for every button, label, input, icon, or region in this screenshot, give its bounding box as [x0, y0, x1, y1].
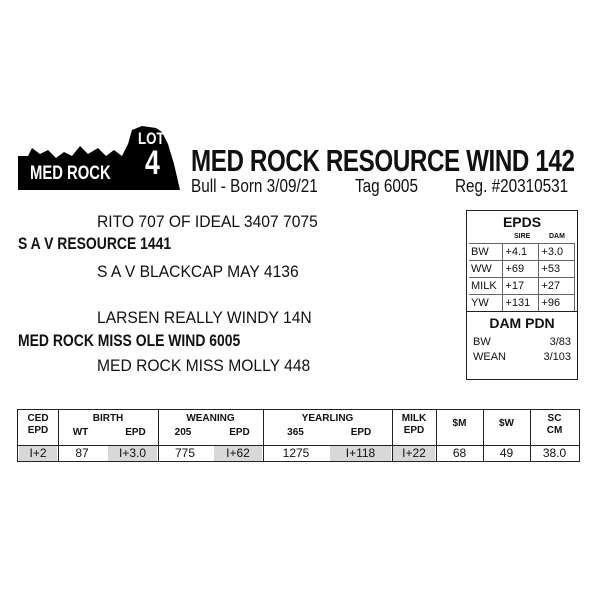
epd-box [466, 210, 578, 380]
epd-row [469, 244, 575, 261]
header-sw: $W [499, 418, 514, 429]
value-wean-205: 775 [174, 446, 196, 460]
epd-divider [467, 311, 577, 312]
header-ced-epd: EPD [27, 425, 49, 436]
dam-pdn-value: 3/103 [543, 351, 571, 363]
sex-born: Bull - Born 3/09/21 [191, 176, 318, 196]
registration-number: Reg. #20310531 [455, 176, 569, 196]
value-birth-epd: I+3.0 [108, 446, 157, 461]
value-year-epd: I+118 [330, 446, 391, 461]
dam-pdn-title: DAM PDN [489, 315, 555, 331]
performance-table [17, 409, 580, 462]
epd-dam-value: +53 [539, 261, 575, 278]
epd-label: BW [469, 244, 503, 261]
epd-table [469, 243, 575, 312]
header-wean-epd: EPD [229, 427, 250, 438]
epd-col-dam: DAM [549, 233, 565, 240]
epd-dam-value: +27 [539, 278, 575, 295]
ranch-logo [18, 126, 180, 190]
header-birth: BIRTH [92, 413, 124, 424]
animal-name: MED ROCK RESOURCE WIND 142 [191, 143, 575, 178]
value-sw: 49 [499, 446, 514, 460]
dam-sire: LARSEN REALLY WINDY 14N [97, 308, 312, 327]
header-year-365: 365 [287, 427, 304, 438]
epd-label: MILK [469, 278, 503, 295]
logo-name: MED ROCK [30, 163, 111, 184]
value-sm: 68 [452, 446, 467, 460]
header-milk-epd: EPD [403, 425, 425, 436]
header-sm: $M [452, 418, 467, 429]
epd-dam-value: +96 [539, 295, 575, 312]
header-sc-cm: CM [546, 425, 563, 436]
header-birth-wt: WT [72, 427, 89, 438]
sire: S A V RESOURCE 1441 [18, 234, 172, 253]
dam-pdn-value: 3/83 [549, 336, 571, 348]
value-wean-epd: I+62 [214, 446, 262, 461]
header-weaning: WEANING [186, 413, 235, 424]
epd-row [469, 278, 575, 295]
epd-sire-value: +131 [503, 295, 539, 312]
header-yearling: YEARLING [301, 413, 354, 424]
sire-sire: RITO 707 OF IDEAL 3407 7075 [97, 212, 318, 231]
epd-sire-value: +69 [503, 261, 539, 278]
value-milk-epd: I+22 [393, 446, 435, 461]
value-year-365: 1275 [282, 446, 310, 460]
header-milk: MILK [401, 413, 427, 424]
epd-sire-value: +4.1 [503, 244, 539, 261]
header-year-epd: EPD [350, 427, 372, 438]
header-wean-205: 205 [174, 427, 192, 438]
value-ced-epd: I+2 [19, 446, 57, 461]
dam-pdn-label: BW [473, 336, 491, 348]
dam-pdn-label: WEAN [473, 351, 506, 363]
epd-row [469, 261, 575, 278]
header-birth-epd: EPD [125, 427, 146, 438]
value-sc-cm: 38.0 [542, 446, 567, 460]
epd-label: YW [469, 295, 503, 312]
sire-dam: S A V BLACKCAP MAY 4136 [97, 262, 299, 281]
lot-label: LOT [138, 129, 165, 148]
lot-number: 4 [145, 144, 160, 182]
dam-dam: MED ROCK MISS MOLLY 448 [97, 356, 311, 375]
header-sc: SC [547, 413, 562, 424]
epd-row [469, 295, 575, 312]
dam: MED ROCK MISS OLE WIND 6005 [18, 331, 241, 350]
epd-dam-value: +3.0 [539, 244, 575, 261]
tag-number: Tag 6005 [355, 176, 418, 196]
epd-col-sire: SIRE [514, 233, 531, 240]
header-ced: CED [27, 413, 49, 424]
epd-sire-value: +17 [503, 278, 539, 295]
value-birth-wt: 87 [75, 446, 89, 460]
epd-title: EPDS [502, 214, 542, 230]
epd-label: WW [469, 261, 503, 278]
